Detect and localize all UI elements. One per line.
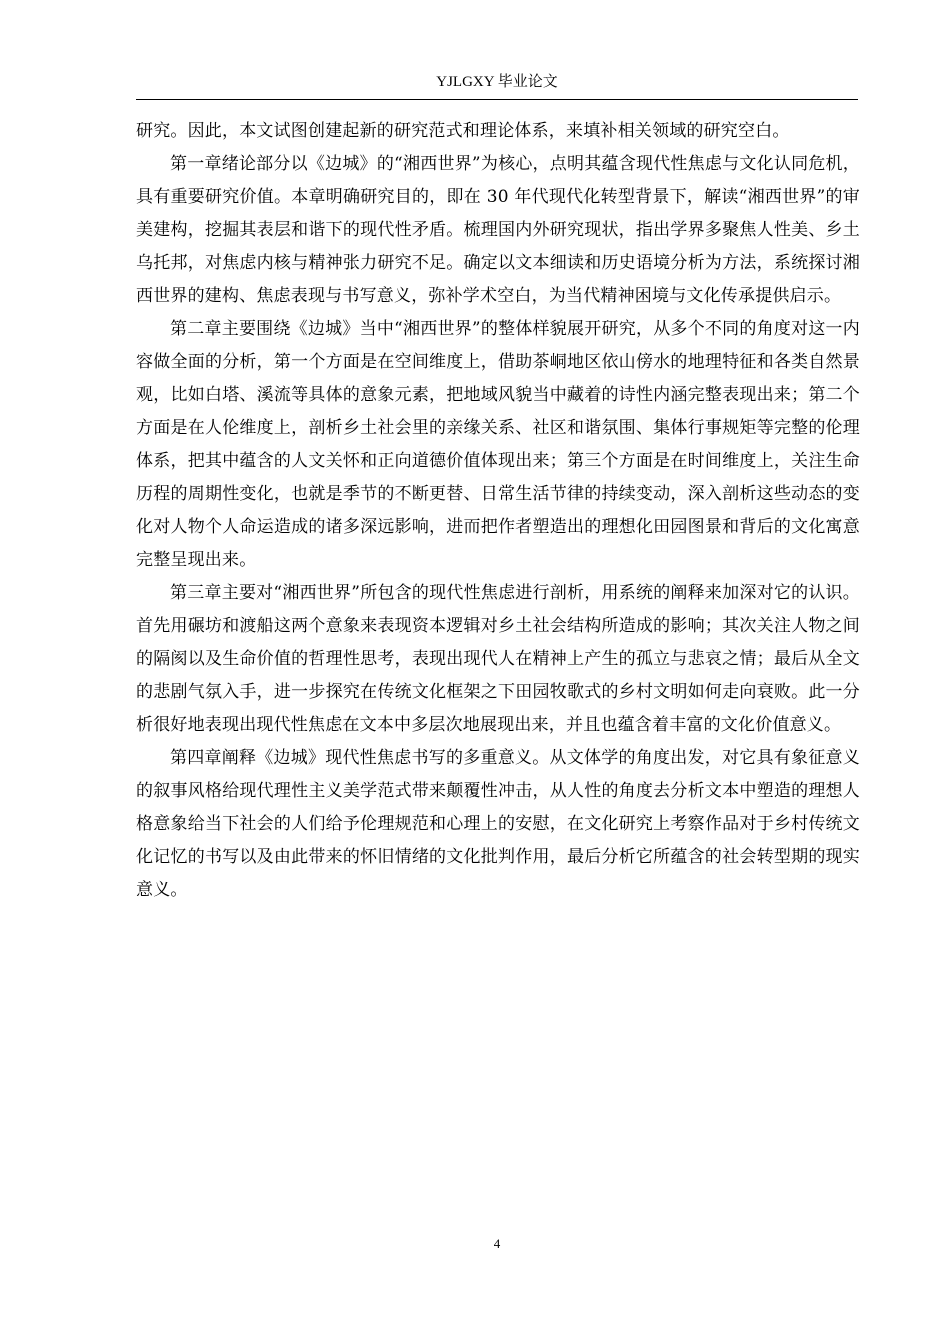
paragraph-chapter-one: 第一章绪论部分以《边城》的“湘西世界”为核心，点明其蕴含现代性焦虑与文化认同危机，具有重要研究价值。本章明确研究目的，即在 30 年代现代化转型背景下，解读“湘西世界”的审美建构，挖掘其表层和谐下的现代性矛盾。梳理国内外研究现状，指出学界多聚焦人性美、乡土乌托邦，对焦虑内核与精神张力研究不足。确定以文本细读和历史语境分析为方法，系统探讨湘西世界的建构、焦虑表现与书写意义，弥补学术空白，为当代精神困境与文化传承提供启示。 (136, 154, 860, 306)
paragraph-chapter-three: 第三章主要对“湘西世界”所包含的现代性焦虑进行剖析，用系统的阐释来加深对它的认识。首先用碾坊和渡船这两个意象来表现资本逻辑对乡土社会结构所造成的影响；其次关注人物之间的隔阂以及生命价值的哲理性思考，表现出现代人在精神上产生的孤立与悲哀之情；最后从全文的悲剧气氛入手，进一步探究在传统文化框架之下田园牧歌式的乡村文明如何走向衰败。此一分析很好地表现出现代性焦虑在文本中多层次地展现出来，并且也蕴含着丰富的文化价值意义。 (136, 583, 860, 735)
page-number: 4 (493, 1236, 501, 1251)
paragraph-chapter-two: 第二章主要围绕《边城》当中“湘西世界”的整体样貌展开研究，从多个不同的角度对这一内容做全面的分析，第一个方面是在空间维度上，借助茶峒地区依山傍水的地理特征和各类自然景观，比如白塔、溪流等具体的意象元素，把地域风貌当中藏着的诗性内涵完整表现出来；第二个方面是在人伦维度上，剖析乡土社会里的亲缘关系、社区和谐氛围、集体行事规矩等完整的伦理体系，把其中蕴含的人文关怀和正向道德价值体现出来；第三个方面是在时间维度上，关注生命历程的周期性变化，也就是季节的不断更替、日常生活节律的持续变动，深入剖析这些动态的变化对人物个人命运造成的诸多深远影响，进而把作者塑造出的理想化田园图景和背后的文化寓意完整呈现出来。 (136, 319, 860, 570)
header-divider (136, 99, 858, 100)
running-header: YJLGXY 毕业论文 (436, 74, 558, 90)
body-text (136, 115, 860, 907)
paragraph-chapter-four: 第四章阐释《边城》现代性焦虑书写的多重意义。从文体学的角度出发，对它具有象征意义的叙事风格给现代理性主义美学范式带来颠覆性冲击，从人性的角度去分析文本中塑造的理想人格意象给当下社会的人们给予伦理规范和心理上的安慰，在文化研究上考察作品对于乡村传统文化记忆的书写以及由此带来的怀旧情绪的文化批判作用，最后分析它所蕴含的社会转型期的现实意义。 (136, 748, 860, 900)
paragraph-continuation: 研究。因此，本文试图创建起新的研究范式和理论体系，来填补相关领域的研究空白。 (136, 121, 790, 141)
